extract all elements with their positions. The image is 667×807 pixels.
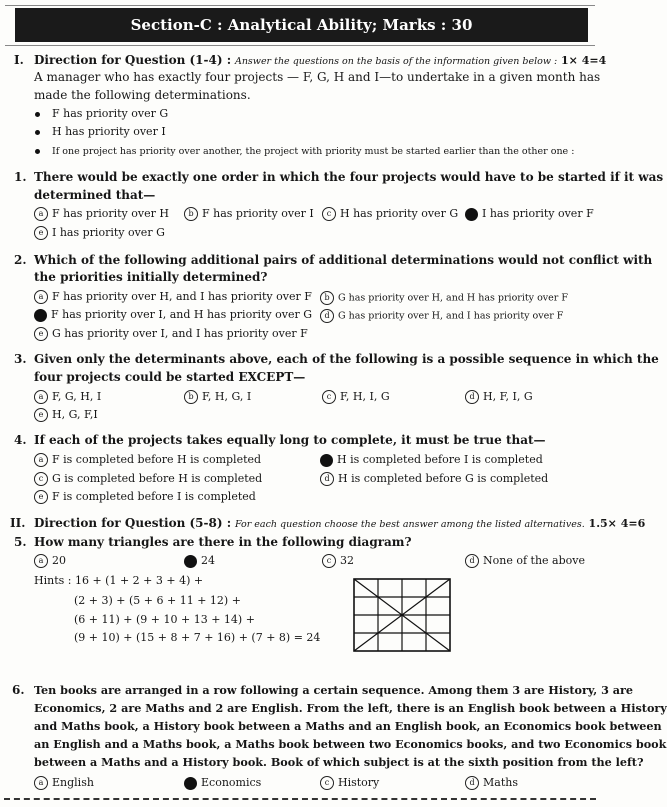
option-circle-icon: a bbox=[34, 453, 48, 467]
option-circle-icon: e bbox=[34, 408, 48, 422]
q2-option-b[interactable]: b G has priority over H, and H has priority over F bbox=[320, 291, 568, 305]
filled-circle-icon bbox=[34, 309, 47, 322]
filled-circle-icon bbox=[465, 208, 478, 221]
q6-option-b-selected[interactable]: Economics bbox=[184, 776, 261, 790]
q2-option-c-selected[interactable]: F has priority over I, and H has priority over G bbox=[34, 308, 312, 322]
option-circle-icon: d bbox=[465, 554, 479, 568]
header-rule-bottom bbox=[5, 45, 595, 46]
bullet-dot-icon bbox=[35, 149, 40, 154]
q4-option-e[interactable]: e F is completed before I is completed bbox=[34, 490, 256, 504]
triangle-diagram bbox=[350, 575, 455, 655]
section-i-marks: 1× 4=4 bbox=[561, 54, 607, 67]
q2-number: 2. bbox=[14, 253, 27, 267]
q2-line1: Which of the following additional pairs of additional determinations would not conflict with bbox=[34, 253, 653, 267]
bullet-item: F has priority over G bbox=[35, 107, 168, 120]
option-circle-icon: e bbox=[34, 226, 48, 240]
q6-option-c[interactable]: c History bbox=[320, 776, 379, 790]
q5-number: 5. bbox=[14, 535, 27, 549]
section-ii-marks: 1.5× 4=6 bbox=[588, 517, 646, 530]
q2-line2: the priorities initially determined? bbox=[34, 270, 268, 284]
q6-option-d[interactable]: d Maths bbox=[465, 776, 518, 790]
q6-line: and Maths book, a History book between a Maths and an English book, an Economics book between bbox=[34, 719, 662, 733]
option-circle-icon: b bbox=[184, 390, 198, 404]
q6-line: an English and a Maths book, a Maths book between two Economics books, and two Economics book bbox=[34, 737, 667, 751]
q1-option-d-selected[interactable]: I has priority over F bbox=[465, 207, 594, 221]
bullet-item: H has priority over I bbox=[35, 125, 166, 138]
section-ii-lead: Direction for Question (5-8) : bbox=[34, 516, 232, 530]
q6-number: 6. bbox=[12, 683, 25, 697]
option-circle-icon: a bbox=[34, 290, 48, 304]
option-circle-icon: b bbox=[320, 291, 334, 305]
q3-option-d[interactable]: d H, F, I, G bbox=[465, 390, 533, 404]
bullet-item: If one project has priority over another, the project with priority must be started earlier than the other one : bbox=[35, 146, 574, 157]
option-circle-icon: c bbox=[322, 390, 336, 404]
q1-option-a[interactable]: a F has priority over H bbox=[34, 207, 169, 221]
q5-hint-line: (2 + 3) + (5 + 6 + 11 + 12) + bbox=[74, 594, 241, 607]
section-i-roman: I. bbox=[14, 53, 24, 67]
option-circle-icon: d bbox=[320, 309, 334, 323]
section-i-line1: A manager who has exactly four projects — F, G, H and I—to undertake in a given month has bbox=[34, 70, 601, 84]
q1-option-b[interactable]: b F has priority over I bbox=[184, 207, 314, 221]
q4-option-a[interactable]: a F is completed before H is completed bbox=[34, 453, 261, 467]
q3-option-b[interactable]: b F, H, G, I bbox=[184, 390, 251, 404]
section-ii-italic: For each question choose the best answer among the listed alternatives. bbox=[234, 519, 585, 530]
bullet-dot-icon bbox=[35, 112, 40, 117]
section-i-direction bbox=[34, 53, 606, 67]
option-circle-icon: c bbox=[34, 472, 48, 486]
q5-option-d[interactable]: d None of the above bbox=[465, 554, 585, 568]
section-i-line2: made the following determinations. bbox=[34, 88, 251, 102]
q5-line1: How many triangles are there in the following diagram? bbox=[34, 535, 412, 549]
section-ii-direction bbox=[34, 516, 645, 530]
q1-line2: determined that— bbox=[34, 188, 156, 202]
option-circle-icon: e bbox=[34, 327, 48, 341]
q1-line1: There would be exactly one order in which the four projects would have to be started if it was bbox=[34, 170, 664, 184]
bottom-dashed-rule bbox=[4, 798, 596, 800]
q5-option-b-selected[interactable]: 24 bbox=[184, 554, 215, 568]
q4-option-c[interactable]: c G is completed before H is completed bbox=[34, 472, 262, 486]
q5-hint-line: (6 + 11) + (9 + 10 + 13 + 14) + bbox=[74, 613, 255, 626]
filled-circle-icon bbox=[320, 454, 333, 467]
option-circle-icon: c bbox=[322, 207, 336, 221]
option-circle-icon: d bbox=[465, 390, 479, 404]
q1-option-e[interactable]: e I has priority over G bbox=[34, 226, 165, 240]
q3-number: 3. bbox=[14, 352, 27, 366]
option-circle-icon: a bbox=[34, 207, 48, 221]
section-ii-roman: II. bbox=[10, 516, 26, 530]
q5-option-a[interactable]: a 20 bbox=[34, 554, 66, 568]
option-circle-icon: c bbox=[322, 554, 336, 568]
q2-option-a[interactable]: a F has priority over H, and I has priority over F bbox=[34, 290, 312, 304]
q3-option-e[interactable]: e H, G, F,I bbox=[34, 408, 98, 422]
q3-option-c[interactable]: c F, H, I, G bbox=[322, 390, 390, 404]
q4-option-d[interactable]: d H is completed before G is completed bbox=[320, 472, 548, 486]
q4-number: 4. bbox=[14, 433, 27, 447]
q6-option-a[interactable]: a English bbox=[34, 776, 94, 790]
q5-hint-line: Hints : 16 + (1 + 2 + 3 + 4) + bbox=[34, 574, 204, 587]
option-circle-icon: b bbox=[184, 207, 198, 221]
q6-line: Ten books are arranged in a row following a certain sequence. Among them 3 are History, 3 are bbox=[34, 683, 634, 697]
q5-option-c[interactable]: c 32 bbox=[322, 554, 354, 568]
q2-option-d[interactable]: d G has priority over H, and I has priority over F bbox=[320, 309, 563, 323]
q2-option-e[interactable]: e G has priority over I, and I has priority over F bbox=[34, 327, 308, 341]
option-circle-icon: e bbox=[34, 490, 48, 504]
section-i-lead: Direction for Question (1-4) : bbox=[34, 53, 232, 67]
option-circle-icon: a bbox=[34, 776, 48, 790]
option-circle-icon: a bbox=[34, 390, 48, 404]
q3-option-a[interactable]: a F, G, H, I bbox=[34, 390, 101, 404]
q3-line2: four projects could be started EXCEPT— bbox=[34, 370, 306, 384]
header-rule-top bbox=[5, 5, 595, 6]
bullet-dot-icon bbox=[35, 130, 40, 135]
section-header: Section-C : Analytical Ability; Marks : 30 bbox=[15, 8, 588, 42]
q5-hint-line: (9 + 10) + (15 + 8 + 7 + 16) + (7 + 8) = 24 bbox=[74, 631, 321, 644]
q3-line1: Given only the determinants above, each of the following is a possible sequence in which the bbox=[34, 352, 659, 366]
q1-option-c[interactable]: c H has priority over G bbox=[322, 207, 458, 221]
filled-circle-icon bbox=[184, 777, 197, 790]
option-circle-icon: d bbox=[320, 472, 334, 486]
option-circle-icon: d bbox=[465, 776, 479, 790]
q6-line: Economics, 2 are Maths and 2 are English. From the left, there is an English book between a History bbox=[34, 701, 667, 715]
q4-line1: If each of the projects takes equally long to complete, it must be true that— bbox=[34, 433, 546, 447]
option-circle-icon: c bbox=[320, 776, 334, 790]
q4-option-b-selected[interactable]: H is completed before I is completed bbox=[320, 453, 543, 467]
q1-number: 1. bbox=[14, 170, 27, 184]
q6-line: between a Maths and a History book. Book of which subject is at the sixth position from the left? bbox=[34, 755, 644, 769]
filled-circle-icon bbox=[184, 555, 197, 568]
option-circle-icon: a bbox=[34, 554, 48, 568]
section-i-italic: Answer the questions on the basis of the information given below : bbox=[234, 56, 558, 67]
